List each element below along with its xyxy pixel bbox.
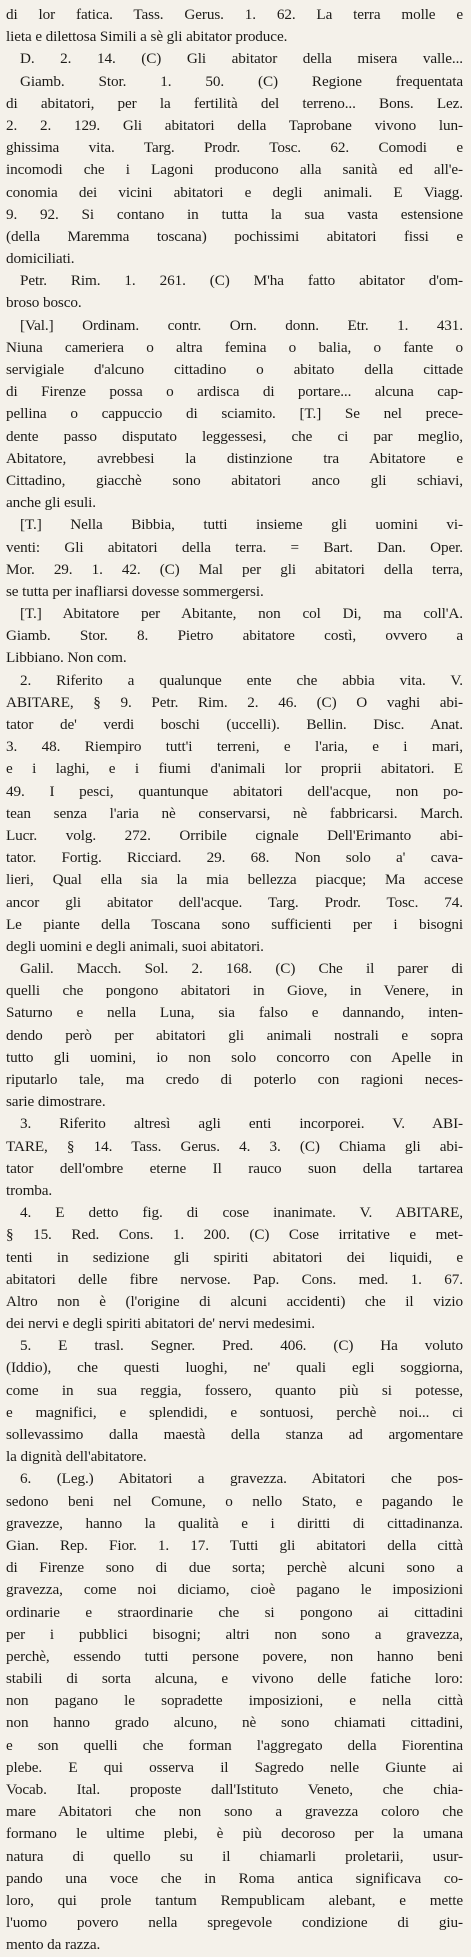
text-line: Gian. Rep. Fior. 1. 17. Tutti gli abitatori della città	[6, 1536, 463, 1554]
text-line: se tutta per inafliarsi dovesse sommergersi.	[6, 582, 264, 600]
text-line: 4. E detto fig. di cose inanimate. V. ABITARE,	[20, 1204, 463, 1222]
text-line: stabili di sorta alcuna, e vivono delle fatiche loro:	[6, 1670, 463, 1688]
text-line: abitatori delle fibre nervose. Pap. Cons. med. 1. 67.	[6, 1270, 463, 1288]
text-line: l'uomo povero nella spregevole condizione di giu-	[6, 1914, 463, 1932]
text-line: venti: Gli abitatori della terra. = Bart. Dan. Oper.	[6, 538, 463, 556]
text-line: incomodi che i Lagoni producono alla sanità ed all'e-	[6, 161, 463, 179]
text-line: TARE, § 14. Tass. Gerus. 4. 3. (C) Chiama gli abi-	[6, 1137, 463, 1155]
text-line: per i pubblici bisogni; altri non sono a gravezza,	[6, 1625, 463, 1643]
text-line: 2. 2. 129. Gli abitatori della Taprobane vivono lun-	[6, 116, 463, 134]
text-line: mare Abitatori che non sono a gravezza coloro che	[6, 1803, 463, 1821]
text-line: gravezza, come noi diciamo, cioè pagano le imposizioni	[6, 1581, 463, 1599]
text-line: e i laghi, e i fiumi d'animali lor proprii abitatori. E	[6, 760, 463, 778]
text-line: D. 2. 14. (C) Gli abitator della misera valle...	[20, 50, 463, 68]
text-line: anche gli esuli.	[6, 494, 96, 512]
text-line: non hanno grado alcuno, nè sono chiamati cittadini,	[6, 1714, 463, 1732]
text-line: Niuna cameriera o altra femina o balia, o fante o	[6, 338, 463, 356]
text-line: conomia dei vicini abitatori e degli animali. E Viagg.	[6, 183, 463, 201]
text-line: Lucr. volg. 272. Orribile cignale Dell'Erimanto abi-	[6, 826, 463, 844]
text-line: 5. E trasl. Segner. Pred. 406. (C) Ha voluto	[20, 1337, 463, 1355]
text-line: gravezze, hanno la qualità e i diritti di cittadinanza.	[6, 1514, 463, 1532]
text-line: ABITARE, § 9. Petr. Rim. 2. 46. (C) O vaghi abi-	[6, 693, 463, 711]
text-line: perchè, essendo tutti persone povere, non hanno beni	[6, 1647, 463, 1665]
text-line: sarie dimostrare.	[6, 1093, 106, 1111]
text-line: dente passo disputato leggessesi, che ci par meglio,	[6, 427, 463, 445]
text-line: 3. Riferito altresì agli enti incorporei. V. ABI-	[20, 1115, 463, 1133]
text-line: Mor. 29. 1. 42. (C) Mal per gli abitatori della terra,	[6, 560, 463, 578]
text-line: loro, qui prole tantum Rempublicam alebant, e mette	[6, 1891, 463, 1909]
text-line: Giamb. Stor. 1. 50. (C) Regione frequentata	[20, 72, 463, 90]
text-line: tenti in sedizione gli spiriti abitatori dei liquidi, e	[6, 1248, 463, 1266]
text-line: tean senza l'aria nè conservarsi, nè fabbricarsi. March.	[6, 804, 463, 822]
text-line: servigiale d'alcuno cittadino o abitato della cittade	[6, 361, 463, 378]
text-line: di Firenze possa o ardisca di portare... alcuna cap-	[6, 383, 463, 401]
text-line: Vocab. Ital. proposte dall'Istituto Veneto, che chia-	[6, 1781, 463, 1798]
text-line: Altro non è (l'origine di alcuni accidenti) che il vizio	[6, 1292, 463, 1310]
text-line: mento da razza.	[6, 1936, 101, 1954]
text-line: tator. Fortig. Ricciard. 29. 68. Non solo a' cava-	[6, 849, 463, 867]
text-line: lieri, Qual ella sia la mia bellezza piacque; Ma accese	[6, 871, 463, 889]
text-line: pellina o cappuccio di sciamito. [T.] Se nel prece-	[6, 405, 463, 423]
text-line: broso bosco.	[6, 294, 82, 312]
text-line: dei nervi e degli spiriti abitatori de' nervi medesimi.	[6, 1315, 315, 1333]
text-line: Petr. Rim. 1. 261. (C) M'ha fatto abitator d'om-	[20, 272, 463, 290]
text-line: e magnifici, e splendidi, e sontuosi, perchè noi... ci	[6, 1403, 463, 1421]
text-line: di Firenze sono di due sorta; perchè alcuni sono a	[6, 1559, 463, 1577]
text-line: la dignità dell'abitatore.	[6, 1448, 147, 1466]
text-line: ghissima vita. Targ. Prodr. Tosc. 62. Comodi e	[6, 139, 463, 157]
text-line: riputarlo tale, ma credo di poterlo con ragioni neces-	[6, 1071, 463, 1088]
text-line: (della Maremma toscana) pochissimi abitatori fissi e	[6, 227, 463, 245]
text-line: Libbiano. Non com.	[6, 649, 127, 667]
text-line: § 15. Red. Cons. 1. 200. (C) Cose irritative e met-	[6, 1226, 463, 1244]
text-line: Abitatore, avrebbesi la distinzione tra Abitatore e	[6, 449, 463, 467]
text-line: [Val.] Ordinam. contr. Orn. donn. Etr. 1. 431.	[20, 316, 463, 334]
text-line: 2. Riferito a qualunque ente che abbia vita. V.	[20, 671, 463, 689]
text-line: formano le ultime plebi, è più decoroso per la umana	[6, 1825, 463, 1843]
text-line: plebe. E qui osserva il Sagredo nelle Giunte ai	[6, 1758, 463, 1776]
text-line: tromba.	[6, 1181, 53, 1199]
text-line: di lor fatica. Tass. Gerus. 1. 62. La terra molle e	[6, 6, 463, 23]
text-line: [T.] Nella Bibbia, tutti insieme gli uomini vi-	[20, 516, 463, 534]
text-column	[6, 4, 463, 1957]
text-line: (Iddio), che questi luoghi, ne' quali egli soggiorna,	[6, 1359, 463, 1377]
text-line: natura di quello su il chiamarli proletarii, usur-	[6, 1847, 463, 1865]
text-line: pando una voce che in Roma antica significava co-	[6, 1869, 463, 1887]
text-line: Saturno e nella Luna, sia falso e dannando, inten-	[6, 1004, 463, 1022]
text-line: degli uomini e degli animali, suoi abitatori.	[6, 937, 264, 955]
text-line: 6. (Leg.) Abitatori a gravezza. Abitatori che pos-	[20, 1470, 463, 1488]
text-line: ancor gli abitator dell'acque. Targ. Prodr. Tosc. 74.	[6, 893, 463, 911]
text-line: Cittadino, giacchè sono abitatori anco gli schiavi,	[6, 471, 463, 489]
text-line: domiciliati.	[6, 250, 75, 268]
text-line: tator de' verdi boschi (uccelli). Bellin. Disc. Anat.	[6, 716, 463, 733]
text-line: Giamb. Stor. 8. Pietro abitatore costì, ovvero a	[6, 627, 463, 645]
text-line: Le piante della Toscana sono sufficienti per i bisogni	[6, 915, 463, 933]
text-line: ordinarie e straordinarie che si pongono ai cittadini	[6, 1603, 463, 1621]
text-line: Galil. Macch. Sol. 2. 168. (C) Che il parer di	[20, 960, 463, 978]
text-line: come in sua reggia, fossero, quanto più si potesse,	[6, 1381, 463, 1399]
text-line: sedono beni nel Comune, o nello Stato, e pagando le	[6, 1492, 463, 1510]
text-line: [T.] Abitatore per Abitante, non col Di, ma coll'A.	[20, 605, 463, 623]
text-line: dendo però per abitatori gli animali nostrali e sopra	[6, 1026, 463, 1044]
text-line: sollevassimo dalla maestà della stanza ad argomentare	[6, 1426, 463, 1443]
text-line: 3. 48. Riempiro tutt'i terreni, e l'aria, e i mari,	[6, 738, 463, 756]
text-line: e son quelli che forman l'aggregato della Fiorentina	[6, 1736, 463, 1754]
text-line: lieta e dilettosa Simili a sè gli abitator produce.	[6, 28, 288, 46]
text-line: di abitatori, per la fertilità del terreno... Bons. Lez.	[6, 94, 463, 112]
text-line: 9. 92. Si contano in tutta la sua vasta estensione	[6, 205, 463, 223]
text-line: non pagano le sopradette imposizioni, e nella città	[6, 1692, 463, 1710]
text-line: quelli che pongono abitatori in Giove, in Venere, in	[6, 982, 463, 1000]
text-line: tutto gli uomini, io non solo concorro con Apelle in	[6, 1048, 463, 1066]
text-line: tator dell'ombre eterne Il rauco suon della tartarea	[6, 1159, 463, 1177]
text-line: 49. I pesci, quantunque abitatori dell'acque, non po-	[6, 782, 463, 800]
